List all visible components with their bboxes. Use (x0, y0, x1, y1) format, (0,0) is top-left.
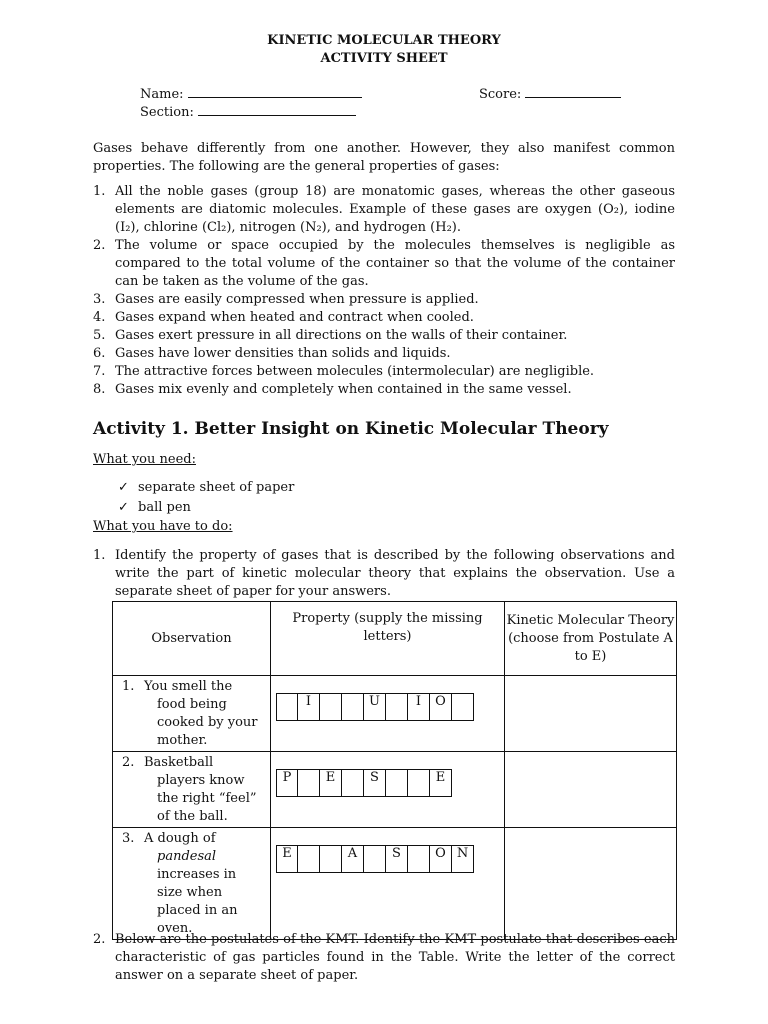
letter-box[interactable] (452, 693, 474, 721)
observation-cell: 3. A dough of pandesal increases in size when placed in an oven. (113, 828, 271, 940)
letter-box[interactable] (276, 693, 298, 721)
letter-boxes (276, 769, 503, 797)
letter-box[interactable]: S (364, 769, 386, 797)
property-cell (271, 676, 505, 752)
need-item-pen: ✓ ball pen (118, 500, 191, 515)
step-2-instructions: 2. Below are the postulates of the KMT. Identify the KMT postulate that describes each characteristic of gas particles found in the Table. Write the letter of the correct answer on a separate sheet of paper. (93, 932, 675, 983)
table-row (113, 828, 677, 940)
name-line[interactable] (188, 87, 362, 98)
intro-paragraph: Gases behave differently from one another. However, they also manifest common properties. The following are the general properties of gases: (93, 141, 675, 174)
letter-box[interactable]: I (298, 693, 320, 721)
letter-box[interactable] (298, 845, 320, 873)
list-item: 5. Gases exert pressure in all directions on the walls of their container. (93, 328, 568, 343)
table-row (113, 676, 677, 752)
letter-box[interactable] (342, 769, 364, 797)
kmt-answer-cell[interactable] (505, 676, 677, 752)
activity-heading: Activity 1. Better Insight on Kinetic Molecular Theory (93, 419, 609, 439)
property-cell (271, 828, 505, 940)
letter-box[interactable] (320, 845, 342, 873)
list-item: 1. All the noble gases (group 18) are monatomic gases, whereas the other gaseous elements are diatomic molecules. Example of these gases are oxygen (O₂), iodine (I₂), chlorine (Cl₂), nitrogen (N₂), and hydrogen (H₂). (93, 184, 675, 235)
kmt-answer-cell[interactable] (505, 752, 677, 828)
need-item-paper: ✓ separate sheet of paper (118, 480, 295, 495)
header-kmt: Kinetic Molecular Theory (choose from Postulate A to E) (505, 602, 677, 676)
letter-boxes (276, 845, 503, 873)
letter-box[interactable] (364, 845, 386, 873)
letter-box[interactable] (342, 693, 364, 721)
document-title: KINETIC MOLECULAR THEORY (267, 33, 501, 48)
letter-box[interactable]: A (342, 845, 364, 873)
score-line[interactable] (525, 87, 621, 98)
need-label: What you need: (93, 452, 196, 467)
todo-label: What you have to do: (93, 519, 233, 534)
section-line[interactable] (198, 105, 356, 116)
name-field (140, 87, 362, 102)
letter-box[interactable]: U (364, 693, 386, 721)
list-item: 6. Gases have lower densities than solids and liquids. (93, 346, 451, 361)
header-observation: Observation (113, 602, 271, 676)
letter-box[interactable]: P (276, 769, 298, 797)
property-cell (271, 752, 505, 828)
header-property: Property (supply the missing letters) (271, 602, 505, 676)
letter-box[interactable] (320, 693, 342, 721)
letter-box[interactable] (386, 769, 408, 797)
gas-properties-list (93, 183, 675, 399)
letter-box[interactable]: O (430, 845, 452, 873)
name-label: Name: (140, 87, 184, 102)
list-item: 2. The volume or space occupied by the molecules themselves is negligible as compared to the total volume of the container so that the volume of the container can be taken as the volume of the gas. (93, 238, 675, 289)
letter-box[interactable] (408, 845, 430, 873)
table-header-row (113, 602, 677, 676)
section-label: Section: (140, 105, 194, 120)
score-label: Score: (479, 87, 522, 102)
list-item: 3. Gases are easily compressed when pressure is applied. (93, 292, 479, 307)
check-icon: ✓ (118, 480, 129, 495)
kmt-answer-cell[interactable] (505, 828, 677, 940)
letter-box[interactable]: O (430, 693, 452, 721)
letter-box[interactable]: E (430, 769, 452, 797)
letter-box[interactable]: I (408, 693, 430, 721)
step-1-instructions: 1. Identify the property of gases that is described by the following observations and write the part of kinetic molecular theory that explains the observation. Use a separate sheet of paper for your answers. (93, 548, 675, 599)
score-field (479, 87, 621, 102)
list-item: 4. Gases expand when heated and contract when cooled. (93, 310, 474, 325)
observation-table (112, 601, 677, 940)
letter-box[interactable]: E (276, 845, 298, 873)
letter-box[interactable] (386, 693, 408, 721)
list-item: 8. Gases mix evenly and completely when contained in the same vessel. (93, 382, 572, 397)
observation-cell: 2. Basketball players know the right “feel” of the ball. (113, 752, 271, 828)
section-field (140, 105, 356, 120)
observation-cell: 1. You smell the food being cooked by your mother. (113, 676, 271, 752)
document-subtitle: ACTIVITY SHEET (320, 51, 448, 66)
check-icon: ✓ (118, 500, 129, 515)
letter-box[interactable]: S (386, 845, 408, 873)
table-row (113, 752, 677, 828)
list-item: 7. The attractive forces between molecules (intermolecular) are negligible. (93, 364, 595, 379)
letter-box[interactable] (298, 769, 320, 797)
letter-box[interactable] (408, 769, 430, 797)
letter-boxes (276, 693, 503, 721)
letter-box[interactable]: E (320, 769, 342, 797)
letter-box[interactable]: N (452, 845, 474, 873)
